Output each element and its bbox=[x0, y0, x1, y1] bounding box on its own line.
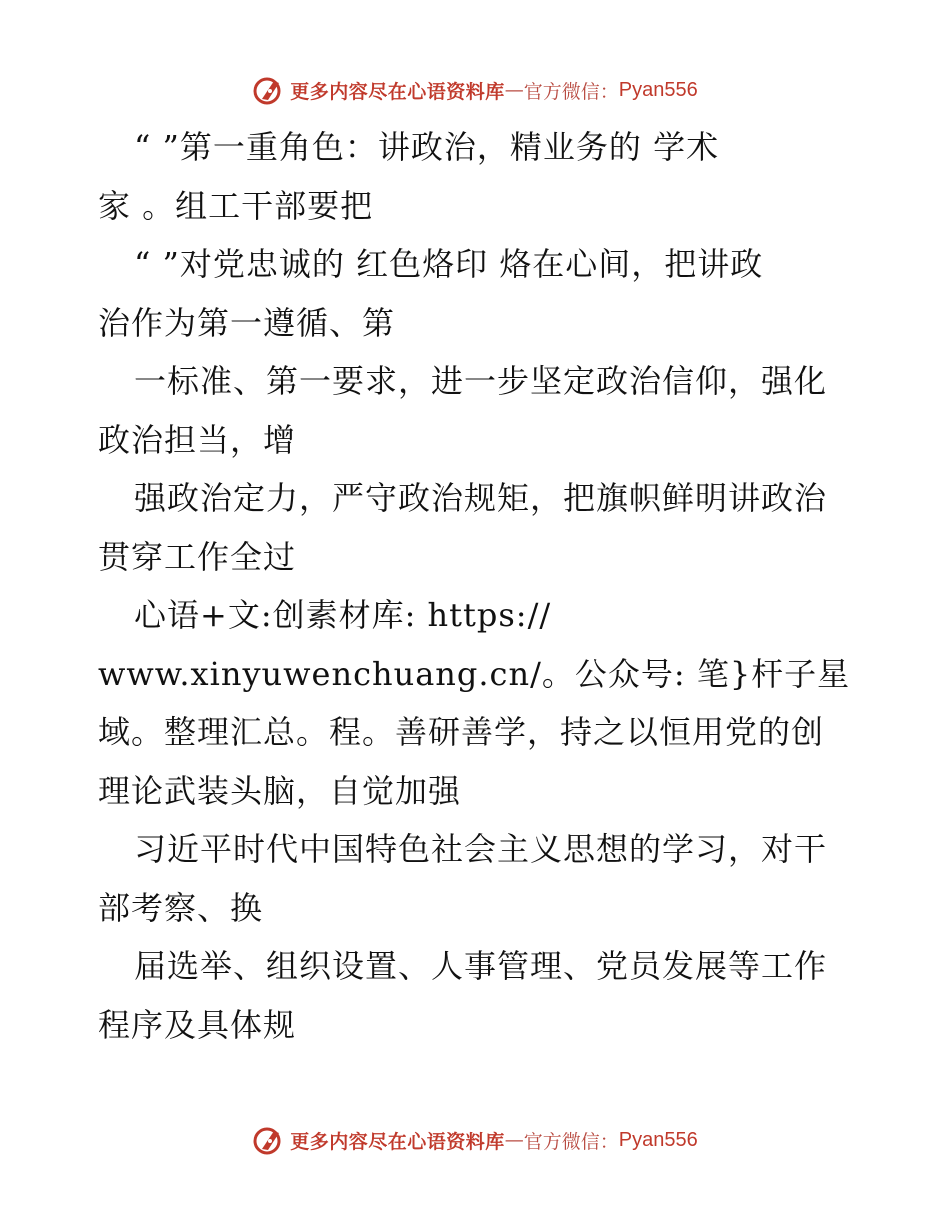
watermark-dash: — bbox=[504, 79, 524, 101]
header-watermark bbox=[0, 70, 950, 110]
watermark-contact-id: Pyan556 bbox=[618, 78, 698, 101]
body-line: www.xinyuwenchuang.cn/。公众号: 笔}杆子星 bbox=[98, 654, 851, 693]
body-line: 心语+文:创素材库: https:// bbox=[134, 596, 552, 634]
body-line: 政治担当，增 bbox=[98, 420, 297, 459]
body-line: 部考察、换 bbox=[98, 888, 264, 927]
watermark-dash: — bbox=[504, 1129, 524, 1151]
body-line: 域。整理汇总。程。善研善学，持之以恒用党的创 bbox=[98, 713, 825, 751]
body-line: 贯穿工作全过 bbox=[98, 537, 297, 576]
watermark-text: 更多内容尽在心语资料库 bbox=[290, 80, 505, 103]
watermark-contact-id: Pyan556 bbox=[618, 1128, 698, 1151]
document-body bbox=[98, 118, 858, 1054]
body-line: 习近平时代中国特色社会主义思想的学习，对干 bbox=[134, 830, 828, 868]
watermark-text: 更多内容尽在心语资料库 bbox=[290, 1130, 505, 1153]
body-line: 强政治定力，严守政治规矩，把旗帜鲜明讲政治 bbox=[134, 479, 828, 517]
body-line: 一标准、第一要求，进一步坚定政治信仰，强化 bbox=[134, 362, 828, 400]
body-line: 程序及具体规 bbox=[98, 1005, 297, 1044]
pen-nib-logo-icon bbox=[252, 73, 286, 107]
body-line: “ ”对党忠诚的 红色烙印 烙在心间，把讲政 bbox=[134, 245, 764, 283]
footer-watermark bbox=[0, 1120, 950, 1160]
body-line: “ ”第一重角色：讲政治，精业务的 学术 bbox=[134, 128, 720, 166]
body-line: 届选举、组织设置、人事管理、党员发展等工作 bbox=[134, 947, 828, 985]
body-line: 治作为第一遵循、第 bbox=[98, 303, 396, 342]
body-line: 家 。组工干部要把 bbox=[98, 186, 374, 225]
watermark-contact-label: 官方微信： bbox=[523, 1130, 619, 1153]
body-line: 理论武装头脑，自觉加强 bbox=[98, 771, 462, 810]
watermark-contact-label: 官方微信： bbox=[523, 80, 619, 103]
pen-nib-logo-icon bbox=[252, 1123, 286, 1157]
